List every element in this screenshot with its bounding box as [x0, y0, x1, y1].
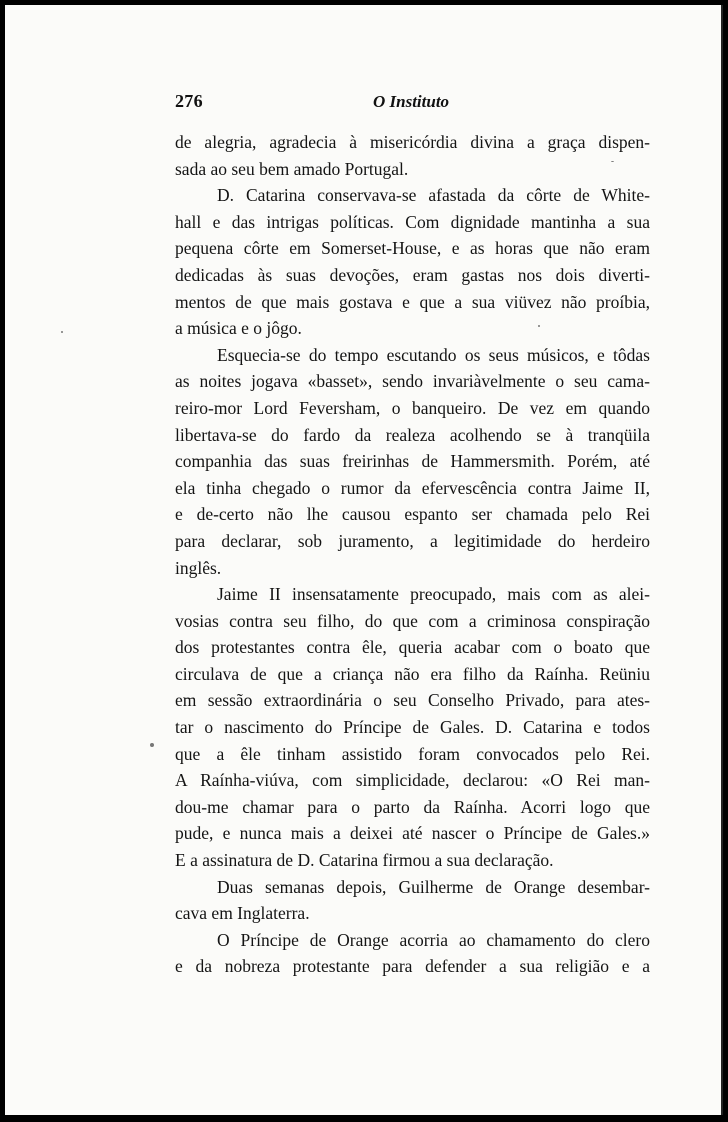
paragraph — [175, 581, 650, 874]
text-line: dou-me chamar para o parto da Raínha. Acorri logo que — [175, 796, 650, 817]
text-line: hall e das intrigas políticas. Com dignidade mantinha a sua — [175, 211, 650, 232]
text-line: que a êle tinham assistido foram convocados pelo Rei. — [175, 743, 650, 764]
scan-speck — [150, 743, 154, 747]
paragraph — [175, 927, 650, 980]
text-line: libertava-se do fardo da realeza acolhendo se à tranqüila — [175, 424, 650, 445]
text-line: dedicadas às suas devoções, eram gastas nos dois diverti- — [175, 264, 650, 285]
text-line: pequena côrte em Somerset-House, e as horas que não eram — [175, 238, 650, 259]
text-line: para declarar, sob juramento, a legitimidade do herdeiro — [175, 530, 650, 551]
paragraph — [175, 342, 650, 581]
text-line: O Príncipe de Orange acorria ao chamamento do clero — [217, 929, 650, 950]
text-line: reiro-mor Lord Feversham, o banqueiro. De vez em quando — [175, 397, 650, 418]
text-line: e da nobreza protestante para defender a sua religião e a — [175, 956, 650, 977]
page-number: 276 — [175, 91, 203, 111]
text-line: tar o nascimento do Príncipe de Gales. D. Catarina e todos — [175, 717, 650, 738]
paragraph — [175, 874, 650, 927]
text-line: de alegria, agradecia à misericórdia divina a graça dispen- — [175, 132, 650, 152]
text-line: Jaime II insensatamente preocupado, mais com as alei- — [217, 584, 650, 605]
text-line: em sessão extraordinária o seu Conselho Privado, para ates- — [175, 690, 650, 711]
text-line: D. Catarina conservava-se afastada da côrte de White- — [217, 185, 650, 206]
text-line: mentos de que mais gostava e que a sua viüvez não proíbia, — [175, 291, 650, 312]
text-line: A Raínha-viúva, com simplicidade, declarou: «O Rei man- — [175, 770, 650, 791]
text-line: pude, e nunca mais a deixei até nascer o Príncipe de Gales.» — [175, 823, 650, 844]
scan-speck — [538, 325, 540, 327]
paragraph — [175, 182, 650, 342]
text-line: E a assinatura de D. Catarina firmou a sua declaração. — [175, 850, 554, 871]
text-line: cava em Inglaterra. — [175, 903, 310, 924]
page-header — [5, 91, 721, 121]
text-line: as noites jogava «basset», sendo invariàvelmente o seu cama- — [175, 371, 650, 392]
text-line: sada ao seu bem amado Portugal. — [175, 158, 409, 179]
text-line: a música e o jôgo. — [175, 318, 302, 339]
body-text — [175, 129, 650, 980]
text-line: e de-certo não lhe causou espanto ser chamada pelo Rei — [175, 504, 650, 525]
text-line: vosias contra seu filho, do que com a criminosa conspiração — [175, 610, 650, 631]
paragraph — [175, 129, 650, 182]
text-line: inglês. — [175, 557, 222, 578]
running-title: O Instituto — [373, 92, 450, 111]
scan-speck — [611, 161, 614, 162]
text-line: Esquecia-se do tempo escutando os seus músicos, e tôdas — [217, 344, 650, 365]
book-page — [5, 5, 723, 1115]
text-line: ela tinha chegado o rumor da efervescência contra Jaime II, — [175, 477, 650, 498]
text-line: companhia das suas freirinhas de Hammersmith. Porém, até — [175, 451, 650, 472]
text-line: Duas semanas depois, Guilherme de Orange desembar- — [217, 876, 650, 897]
text-line: dos protestantes contra êle, queria acabar com o boato que — [175, 637, 650, 658]
text-line: circulava de que a criança não era filho da Raínha. Reüniu — [175, 663, 650, 684]
scan-speck — [61, 331, 63, 333]
